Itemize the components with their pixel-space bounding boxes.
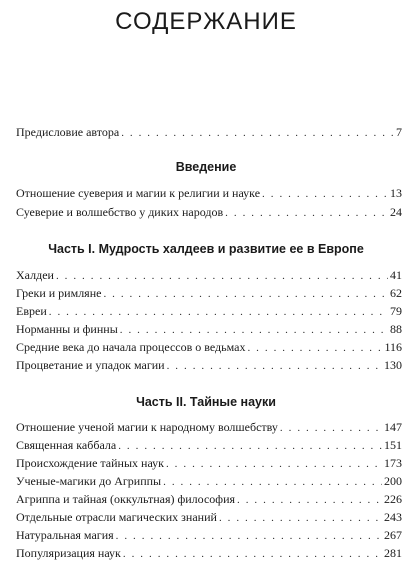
toc-entry[interactable] (16, 339, 402, 355)
toc-entry-page: 88 (390, 322, 402, 336)
toc-entry[interactable] (16, 267, 402, 283)
toc-entry-title: Агриппа и тайная (оккультная) философия (16, 492, 236, 506)
toc-entry-page: 24 (390, 205, 402, 219)
toc-entry-page: 226 (384, 492, 402, 506)
toc-entry-page: 41 (390, 268, 402, 282)
toc-entry[interactable] (16, 419, 402, 435)
dot-leader (103, 286, 388, 302)
toc-entry-page: 200 (384, 474, 402, 488)
section-heading-part-2: Часть II. Тайные науки (136, 395, 276, 409)
dot-leader (262, 186, 388, 202)
toc-entry[interactable] (16, 204, 402, 220)
toc-entry-page: 7 (396, 125, 402, 139)
toc-entry-title: Натуральная магия (16, 528, 114, 542)
toc-entry[interactable] (16, 437, 402, 453)
toc-entry-page: 151 (384, 438, 402, 452)
toc-entry-title: Священная каббала (16, 438, 117, 452)
dot-leader (120, 322, 388, 338)
dot-leader (123, 546, 382, 562)
toc-entry-title: Процветание и упадок магии (16, 358, 165, 372)
toc-entry-title: Отдельные отрасли магических знаний (16, 510, 217, 524)
dot-leader (49, 304, 388, 320)
toc-entry-page: 62 (390, 286, 402, 300)
toc-entry[interactable] (16, 303, 402, 319)
toc-entry-title: Происхождение тайных наук (16, 456, 164, 470)
dot-leader (219, 510, 382, 526)
toc-entry[interactable] (16, 545, 402, 561)
toc-entry[interactable] (16, 455, 402, 471)
toc-entry-title: Ученые-магики до Агриппы (16, 474, 162, 488)
toc-entry[interactable] (16, 491, 402, 507)
toc-entry-title: Отношение суеверия и магии к религии и науке (16, 186, 261, 200)
dot-leader (56, 268, 388, 284)
toc-entry-page: 243 (384, 510, 402, 524)
toc-entry-page: 13 (390, 186, 402, 200)
toc-entry[interactable] (16, 285, 402, 301)
dot-leader (225, 205, 388, 221)
page-title: СОДЕРЖАНИЕ (115, 8, 297, 35)
dot-leader (167, 358, 382, 374)
dot-leader (116, 528, 382, 544)
toc-entry-title: Суеверие и волшебство у диких народов (16, 205, 224, 219)
dot-leader (166, 456, 382, 472)
toc-entry-page: 79 (390, 304, 402, 318)
dot-leader (121, 125, 394, 141)
toc-entry[interactable] (16, 321, 402, 337)
toc-entry-title: Греки и римляне (16, 286, 102, 300)
dot-leader (163, 474, 382, 490)
toc-entry[interactable] (16, 527, 402, 543)
toc-entry-title: Предисловие автора (16, 125, 120, 139)
toc-entry[interactable] (16, 185, 402, 201)
toc-entry[interactable] (16, 509, 402, 525)
toc-entry-title: Отношение ученой магии к народному волшебству (16, 420, 278, 434)
dot-leader (237, 492, 382, 508)
toc-entry-preface[interactable] (16, 124, 402, 140)
toc-entry[interactable] (16, 473, 402, 489)
dot-leader (280, 420, 382, 436)
toc-entry-title: Евреи (16, 304, 47, 318)
toc-entry[interactable] (16, 357, 402, 373)
dot-leader (247, 340, 382, 356)
toc-entry-page: 147 (384, 420, 402, 434)
toc-entry-page: 281 (384, 546, 402, 560)
toc-entry-title: Средние века до начала процессов о ведьмах (16, 340, 246, 354)
section-heading-part-1: Часть I. Мудрость халдеев и развитие ее в Европе (48, 242, 364, 256)
toc-entry-page: 116 (384, 340, 402, 354)
dot-leader (118, 438, 382, 454)
toc-entry-page: 267 (384, 528, 402, 542)
toc-entry-title: Популяризация наук (16, 546, 121, 560)
section-heading-introduction: Введение (175, 160, 237, 174)
toc-entry-page: 130 (384, 358, 402, 372)
toc-entry-title: Норманны и финны (16, 322, 118, 336)
toc-entry-page: 173 (384, 456, 402, 470)
toc-entry-title: Халдеи (16, 268, 54, 282)
